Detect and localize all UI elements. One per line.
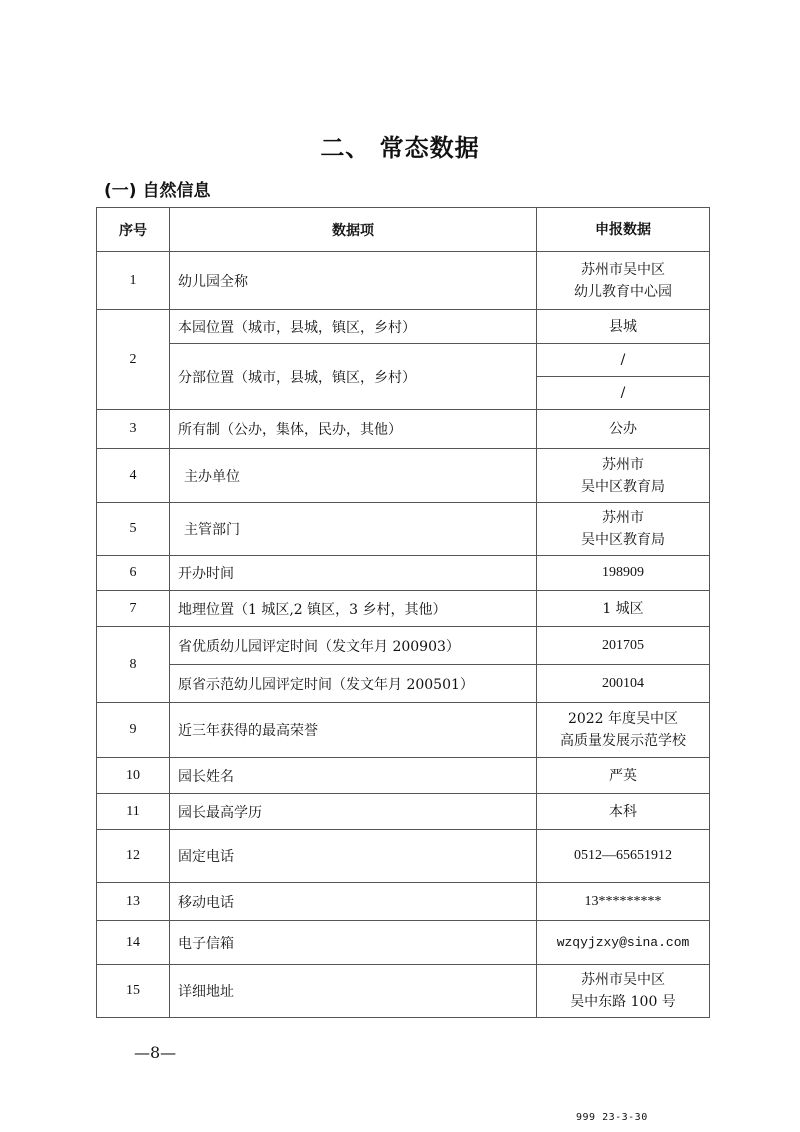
table-row	[97, 556, 710, 591]
row-no: 9	[97, 703, 170, 758]
row-value	[537, 252, 710, 310]
row-no: 1	[97, 252, 170, 310]
row-value	[537, 449, 710, 503]
page-title: 二、 常态数据	[320, 134, 480, 162]
table-row	[97, 830, 710, 883]
table-header-row	[97, 208, 710, 252]
table-row	[97, 344, 710, 377]
table-row	[97, 665, 710, 703]
header-item: 数据项	[170, 208, 537, 252]
row-value: 县城	[537, 310, 710, 344]
row-item: 分部位置（城市，县城，镇区，乡村）	[170, 344, 537, 410]
table-row	[97, 449, 710, 503]
row-value: 严英	[537, 758, 710, 794]
row-item: 详细地址	[170, 965, 537, 1018]
table-row	[97, 965, 710, 1018]
row-item: 主管部门	[170, 503, 537, 556]
value-line: 苏州市	[602, 456, 644, 473]
row-value	[537, 503, 710, 556]
row-no: 4	[97, 449, 170, 503]
row-item: 幼儿园全称	[170, 252, 537, 310]
value-line: 苏州市	[602, 510, 644, 526]
row-value: 公办	[537, 410, 710, 449]
row-value: 13*********	[537, 883, 710, 921]
row-value: 200104	[537, 665, 710, 703]
table-row	[97, 252, 710, 310]
value-line: 吴中区教育局	[581, 478, 665, 495]
table-row	[97, 883, 710, 921]
row-item: 电子信箱	[170, 921, 537, 965]
page-number: —8—	[134, 1043, 177, 1062]
row-item: 园长最高学历	[170, 794, 537, 830]
value-line: 苏州市吴中区	[581, 972, 665, 988]
row-value: 201705	[537, 627, 710, 665]
row-value: /	[537, 344, 710, 377]
row-item: 本园位置（城市，县城，镇区，乡村）	[170, 310, 537, 344]
table-row	[97, 591, 710, 627]
row-value	[537, 965, 710, 1018]
row-no: 13	[97, 883, 170, 921]
row-value: 198909	[537, 556, 710, 591]
row-no: 3	[97, 410, 170, 449]
row-item: 园长姓名	[170, 758, 537, 794]
row-item: 近三年获得的最高荣誉	[170, 703, 537, 758]
row-value: 本科	[537, 794, 710, 830]
row-item: 开办时间	[170, 556, 537, 591]
row-value: 0512—65651912	[537, 830, 710, 883]
table-row	[97, 921, 710, 965]
row-item: 主办单位	[170, 449, 537, 503]
table-row	[97, 310, 710, 344]
value-line: 高质量发展示范学校	[560, 733, 686, 749]
row-item: 原省示范幼儿园评定时间（发文年月 200501）	[170, 665, 537, 703]
row-no: 2	[97, 310, 170, 410]
row-item: 地理位置（1 城区,2 镇区，3 乡村，其他）	[170, 591, 537, 627]
row-value	[537, 703, 710, 758]
section-heading: (一) 自然信息	[104, 181, 211, 201]
table-row	[97, 627, 710, 665]
row-no: 8	[97, 627, 170, 703]
row-no: 6	[97, 556, 170, 591]
table-row	[97, 703, 710, 758]
value-line: 吴中区教育局	[581, 532, 665, 548]
row-no: 10	[97, 758, 170, 794]
row-value: /	[537, 377, 710, 410]
row-item: 固定电话	[170, 830, 537, 883]
header-value: 申报数据	[537, 208, 710, 252]
table-row	[97, 758, 710, 794]
row-item: 所有制（公办，集体，民办，其他）	[170, 410, 537, 449]
row-no: 12	[97, 830, 170, 883]
row-no: 7	[97, 591, 170, 627]
footer-stamp: 999 23-3-30	[576, 1112, 648, 1123]
row-value: 1 城区	[537, 591, 710, 627]
row-no: 14	[97, 921, 170, 965]
table-row	[97, 410, 710, 449]
value-line: 2022 年度吴中区	[567, 711, 679, 727]
row-item: 省优质幼儿园评定时间（发文年月 200903）	[170, 627, 537, 665]
row-no: 11	[97, 794, 170, 830]
header-no: 序号	[97, 208, 170, 252]
table-row	[97, 503, 710, 556]
row-item: 移动电话	[170, 883, 537, 921]
value-line: 吴中东路 100 号	[570, 994, 676, 1010]
row-value: wzqyjzxy@sina.com	[537, 921, 710, 965]
row-no: 15	[97, 965, 170, 1018]
table-row	[97, 794, 710, 830]
natural-info-table	[96, 207, 710, 1018]
value-line: 幼儿教育中心园	[574, 283, 672, 300]
value-line: 苏州市吴中区	[581, 261, 665, 278]
row-no: 5	[97, 503, 170, 556]
